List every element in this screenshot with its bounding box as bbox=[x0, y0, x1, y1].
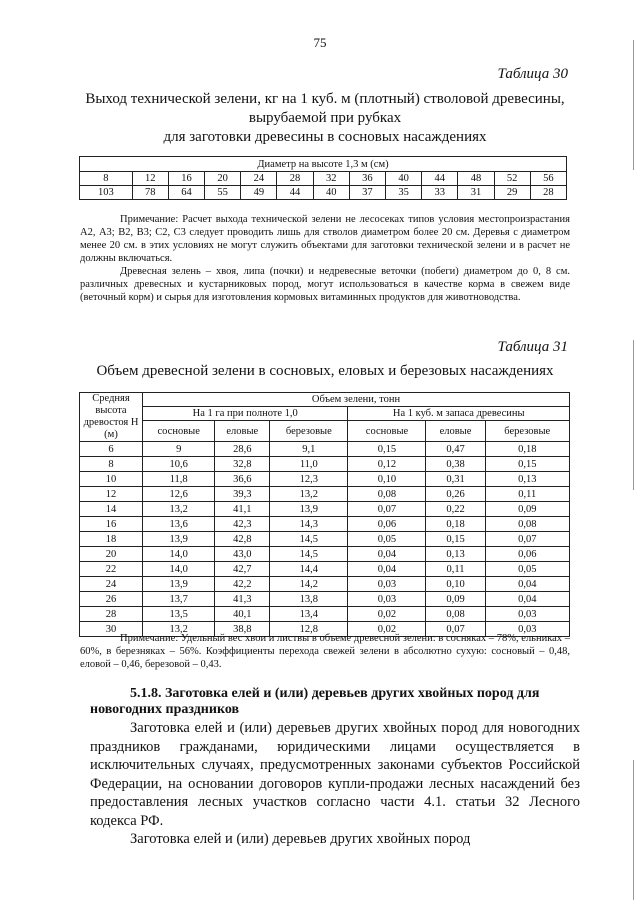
volume-cell: 12,8 bbox=[270, 622, 348, 637]
volume-cell: 13,2 bbox=[270, 487, 348, 502]
volume-cell: 0,03 bbox=[485, 622, 569, 637]
col-header-per-m3: На 1 куб. м запаса древесины bbox=[348, 407, 570, 421]
volume-cell: 0,02 bbox=[348, 622, 426, 637]
table-row bbox=[80, 562, 570, 577]
yield-cell: 31 bbox=[458, 186, 494, 200]
body-paragraph: Заготовка елей и (или) деревьев других хвойных пород для новогодних праздников гражданами, юридическими лицами осуществляется в исключительных случаях, предусмотренных законами субъектов Российской Федерации, на основании договоров купли-продажи лесных насаждений без предоставления лесных участков согласно части 4.1. статьи 32 Лесного кодекса РФ. bbox=[90, 720, 580, 829]
yield-cell: 103 bbox=[80, 186, 133, 200]
diameter-cell: 52 bbox=[494, 172, 530, 186]
table-row bbox=[80, 502, 570, 517]
volume-cell: 13,9 bbox=[270, 502, 348, 517]
volume-cell: 38,8 bbox=[215, 622, 270, 637]
volume-cell: 0,09 bbox=[426, 592, 485, 607]
table-row bbox=[80, 472, 570, 487]
volume-cell: 42,3 bbox=[215, 517, 270, 532]
yield-cell: 40 bbox=[313, 186, 349, 200]
volume-cell: 0,04 bbox=[485, 577, 569, 592]
volume-cell: 13,9 bbox=[143, 577, 215, 592]
height-cell: 24 bbox=[80, 577, 143, 592]
table-31 bbox=[79, 392, 570, 637]
diameter-cell: 28 bbox=[277, 172, 313, 186]
yield-cell: 64 bbox=[168, 186, 204, 200]
yield-cell: 35 bbox=[386, 186, 422, 200]
height-cell: 20 bbox=[80, 547, 143, 562]
yield-cell: 29 bbox=[494, 186, 530, 200]
volume-cell: 13,4 bbox=[270, 607, 348, 622]
volume-cell: 0,10 bbox=[348, 472, 426, 487]
diameter-cell: 16 bbox=[168, 172, 204, 186]
volume-cell: 43,0 bbox=[215, 547, 270, 562]
volume-cell: 0,11 bbox=[426, 562, 485, 577]
volume-cell: 0,13 bbox=[485, 472, 569, 487]
volume-cell: 13,9 bbox=[143, 532, 215, 547]
col-header-volume: Объем зелени, тонн bbox=[143, 393, 570, 407]
volume-cell: 0,03 bbox=[348, 577, 426, 592]
volume-cell: 13,6 bbox=[143, 517, 215, 532]
species-header-cell: сосновые bbox=[143, 421, 215, 442]
volume-cell: 32,8 bbox=[215, 457, 270, 472]
table-30 bbox=[79, 156, 567, 200]
table-row bbox=[80, 457, 570, 472]
diameter-cell: 48 bbox=[458, 172, 494, 186]
table-30-title-line: вырубаемой при рубках bbox=[248, 110, 402, 126]
height-cell: 18 bbox=[80, 532, 143, 547]
table-31-body bbox=[80, 442, 570, 637]
volume-cell: 11,0 bbox=[270, 457, 348, 472]
table-31-note: Примечание: Удельный вес хвои и листвы в объеме древесной зелени: в сосняках – 78%, ельниках – 60%, в березняках – 56%. Коэффициенты перехода свежей зелени в абсолютно сухую: сосновый – 0,48, еловой – 0,46, березовой – 0,43. bbox=[80, 633, 570, 670]
volume-cell: 14,5 bbox=[270, 547, 348, 562]
volume-cell: 40,1 bbox=[215, 607, 270, 622]
volume-cell: 0,05 bbox=[485, 562, 569, 577]
note-paragraph: Примечание: Расчет выхода технической зелени не лесосеках типов условия местопроизрастания А2, А3; В2, В3; С2, С3 следует проводить лишь для стволов диаметром более 20 см. Деревья с диаметром менее 20 см. в этих условиях не могут служить объектами для заготовки технической зелени и в расчет не должны включаться. bbox=[80, 214, 570, 264]
diameter-cell: 44 bbox=[422, 172, 458, 186]
volume-cell: 0,38 bbox=[426, 457, 485, 472]
species-header-cell: сосновые bbox=[348, 421, 426, 442]
volume-cell: 0,04 bbox=[485, 592, 569, 607]
height-cell: 22 bbox=[80, 562, 143, 577]
height-cell: 30 bbox=[80, 622, 143, 637]
volume-cell: 12,3 bbox=[270, 472, 348, 487]
volume-cell: 0,03 bbox=[348, 592, 426, 607]
volume-cell: 0,18 bbox=[485, 442, 569, 457]
volume-cell: 14,5 bbox=[270, 532, 348, 547]
diameter-cell: 12 bbox=[132, 172, 168, 186]
volume-cell: 0,10 bbox=[426, 577, 485, 592]
table-30-header: Диаметр на высоте 1,3 м (см) bbox=[80, 157, 567, 172]
volume-cell: 12,6 bbox=[143, 487, 215, 502]
volume-cell: 13,7 bbox=[143, 592, 215, 607]
volume-cell: 13,5 bbox=[143, 607, 215, 622]
volume-cell: 13,8 bbox=[270, 592, 348, 607]
yield-cell: 37 bbox=[349, 186, 385, 200]
diameter-cell: 8 bbox=[80, 172, 133, 186]
table-30-title-line: для заготовки древесины в сосновых насаждениях bbox=[163, 129, 487, 145]
yield-cell: 49 bbox=[241, 186, 277, 200]
diameter-cell: 20 bbox=[205, 172, 241, 186]
table-row bbox=[80, 517, 570, 532]
volume-cell: 0,04 bbox=[348, 562, 426, 577]
volume-cell: 0,04 bbox=[348, 547, 426, 562]
height-cell: 26 bbox=[80, 592, 143, 607]
table-30-title-line: Выход технической зелени, кг на 1 куб. м (плотный) стволовой древесины, bbox=[85, 91, 565, 107]
table-row bbox=[80, 607, 570, 622]
volume-cell: 13,2 bbox=[143, 622, 215, 637]
volume-cell: 0,05 bbox=[348, 532, 426, 547]
yield-cell: 33 bbox=[422, 186, 458, 200]
volume-cell: 0,08 bbox=[348, 487, 426, 502]
volume-cell: 0,07 bbox=[485, 532, 569, 547]
volume-cell: 14,3 bbox=[270, 517, 348, 532]
height-cell: 6 bbox=[80, 442, 143, 457]
yield-cell: 28 bbox=[530, 186, 566, 200]
height-cell: 12 bbox=[80, 487, 143, 502]
volume-cell: 13,2 bbox=[143, 502, 215, 517]
species-header-cell: березовые bbox=[485, 421, 569, 442]
volume-cell: 0,15 bbox=[348, 442, 426, 457]
volume-cell: 0,06 bbox=[485, 547, 569, 562]
height-cell: 14 bbox=[80, 502, 143, 517]
col-header-per-ha: На 1 га при полноте 1,0 bbox=[143, 407, 348, 421]
table-30-title bbox=[70, 90, 580, 147]
height-cell: 10 bbox=[80, 472, 143, 487]
species-header-cell: еловые bbox=[215, 421, 270, 442]
volume-cell: 9 bbox=[143, 442, 215, 457]
volume-cell: 0,08 bbox=[426, 607, 485, 622]
volume-cell: 0,06 bbox=[348, 517, 426, 532]
volume-cell: 0,08 bbox=[485, 517, 569, 532]
table-row bbox=[80, 532, 570, 547]
volume-cell: 42,7 bbox=[215, 562, 270, 577]
volume-cell: 14,2 bbox=[270, 577, 348, 592]
volume-cell: 0,07 bbox=[348, 502, 426, 517]
col-header-height: Средняя высота древостоя Н (м) bbox=[80, 393, 143, 442]
table-31-species-row bbox=[80, 421, 570, 442]
note-paragraph: Древесная зелень – хвоя, липа (почки) и недревесные веточки (побеги) диаметром до 0, 8 см. различных древесных и кустарниковых пород, могут использоваться в качестве корма в свежем виде (веточный корм) и сырья для изготовления кормовых витаминных продуктов для животноводства. bbox=[80, 266, 570, 303]
volume-cell: 14,0 bbox=[143, 547, 215, 562]
volume-cell: 0,07 bbox=[426, 622, 485, 637]
volume-cell: 0,15 bbox=[485, 457, 569, 472]
volume-cell: 41,1 bbox=[215, 502, 270, 517]
diameter-cell: 24 bbox=[241, 172, 277, 186]
page-number: 75 bbox=[313, 35, 327, 50]
diameter-cell: 36 bbox=[349, 172, 385, 186]
height-cell: 16 bbox=[80, 517, 143, 532]
volume-cell: 11,8 bbox=[143, 472, 215, 487]
section-heading: 5.1.8. Заготовка елей и (или) деревьев других хвойных пород для новогодних праздников bbox=[90, 686, 540, 717]
volume-cell: 0,02 bbox=[348, 607, 426, 622]
margin-rule bbox=[633, 340, 634, 490]
diameter-cell: 32 bbox=[313, 172, 349, 186]
table-row bbox=[80, 547, 570, 562]
volume-cell: 28,6 bbox=[215, 442, 270, 457]
volume-cell: 10,6 bbox=[143, 457, 215, 472]
table-30-diameter-row bbox=[80, 172, 567, 186]
table-row bbox=[80, 592, 570, 607]
volume-cell: 36,6 bbox=[215, 472, 270, 487]
volume-cell: 42,2 bbox=[215, 577, 270, 592]
body-paragraph: Заготовка елей и (или) деревьев других хвойных пород bbox=[130, 831, 471, 847]
volume-cell: 42,8 bbox=[215, 532, 270, 547]
volume-cell: 0,03 bbox=[485, 607, 569, 622]
table-30-value-row bbox=[80, 186, 567, 200]
table-row bbox=[80, 487, 570, 502]
diameter-cell: 40 bbox=[386, 172, 422, 186]
volume-cell: 0,47 bbox=[426, 442, 485, 457]
volume-cell: 0,15 bbox=[426, 532, 485, 547]
yield-cell: 44 bbox=[277, 186, 313, 200]
volume-cell: 0,12 bbox=[348, 457, 426, 472]
yield-cell: 55 bbox=[205, 186, 241, 200]
volume-cell: 0,09 bbox=[485, 502, 569, 517]
diameter-cell: 56 bbox=[530, 172, 566, 186]
volume-cell: 0,26 bbox=[426, 487, 485, 502]
volume-cell: 0,13 bbox=[426, 547, 485, 562]
volume-cell: 9,1 bbox=[270, 442, 348, 457]
volume-cell: 0,11 bbox=[485, 487, 569, 502]
table-30-note bbox=[80, 213, 570, 304]
volume-cell: 0,18 bbox=[426, 517, 485, 532]
table-31-title: Объем древесной зелени в сосновых, еловых и березовых насаждениях bbox=[96, 363, 554, 379]
volume-cell: 14,0 bbox=[143, 562, 215, 577]
table-30-caption: Таблица 30 bbox=[497, 66, 568, 82]
species-header-cell: березовые bbox=[270, 421, 348, 442]
height-cell: 28 bbox=[80, 607, 143, 622]
volume-cell: 14,4 bbox=[270, 562, 348, 577]
volume-cell: 0,31 bbox=[426, 472, 485, 487]
table-31-caption: Таблица 31 bbox=[497, 339, 568, 355]
table-row bbox=[80, 442, 570, 457]
species-header-cell: еловые bbox=[426, 421, 485, 442]
volume-cell: 0,22 bbox=[426, 502, 485, 517]
yield-cell: 78 bbox=[132, 186, 168, 200]
volume-cell: 41,3 bbox=[215, 592, 270, 607]
volume-cell: 39,3 bbox=[215, 487, 270, 502]
margin-rule bbox=[633, 760, 634, 900]
margin-rule bbox=[633, 40, 634, 170]
height-cell: 8 bbox=[80, 457, 143, 472]
table-row bbox=[80, 577, 570, 592]
